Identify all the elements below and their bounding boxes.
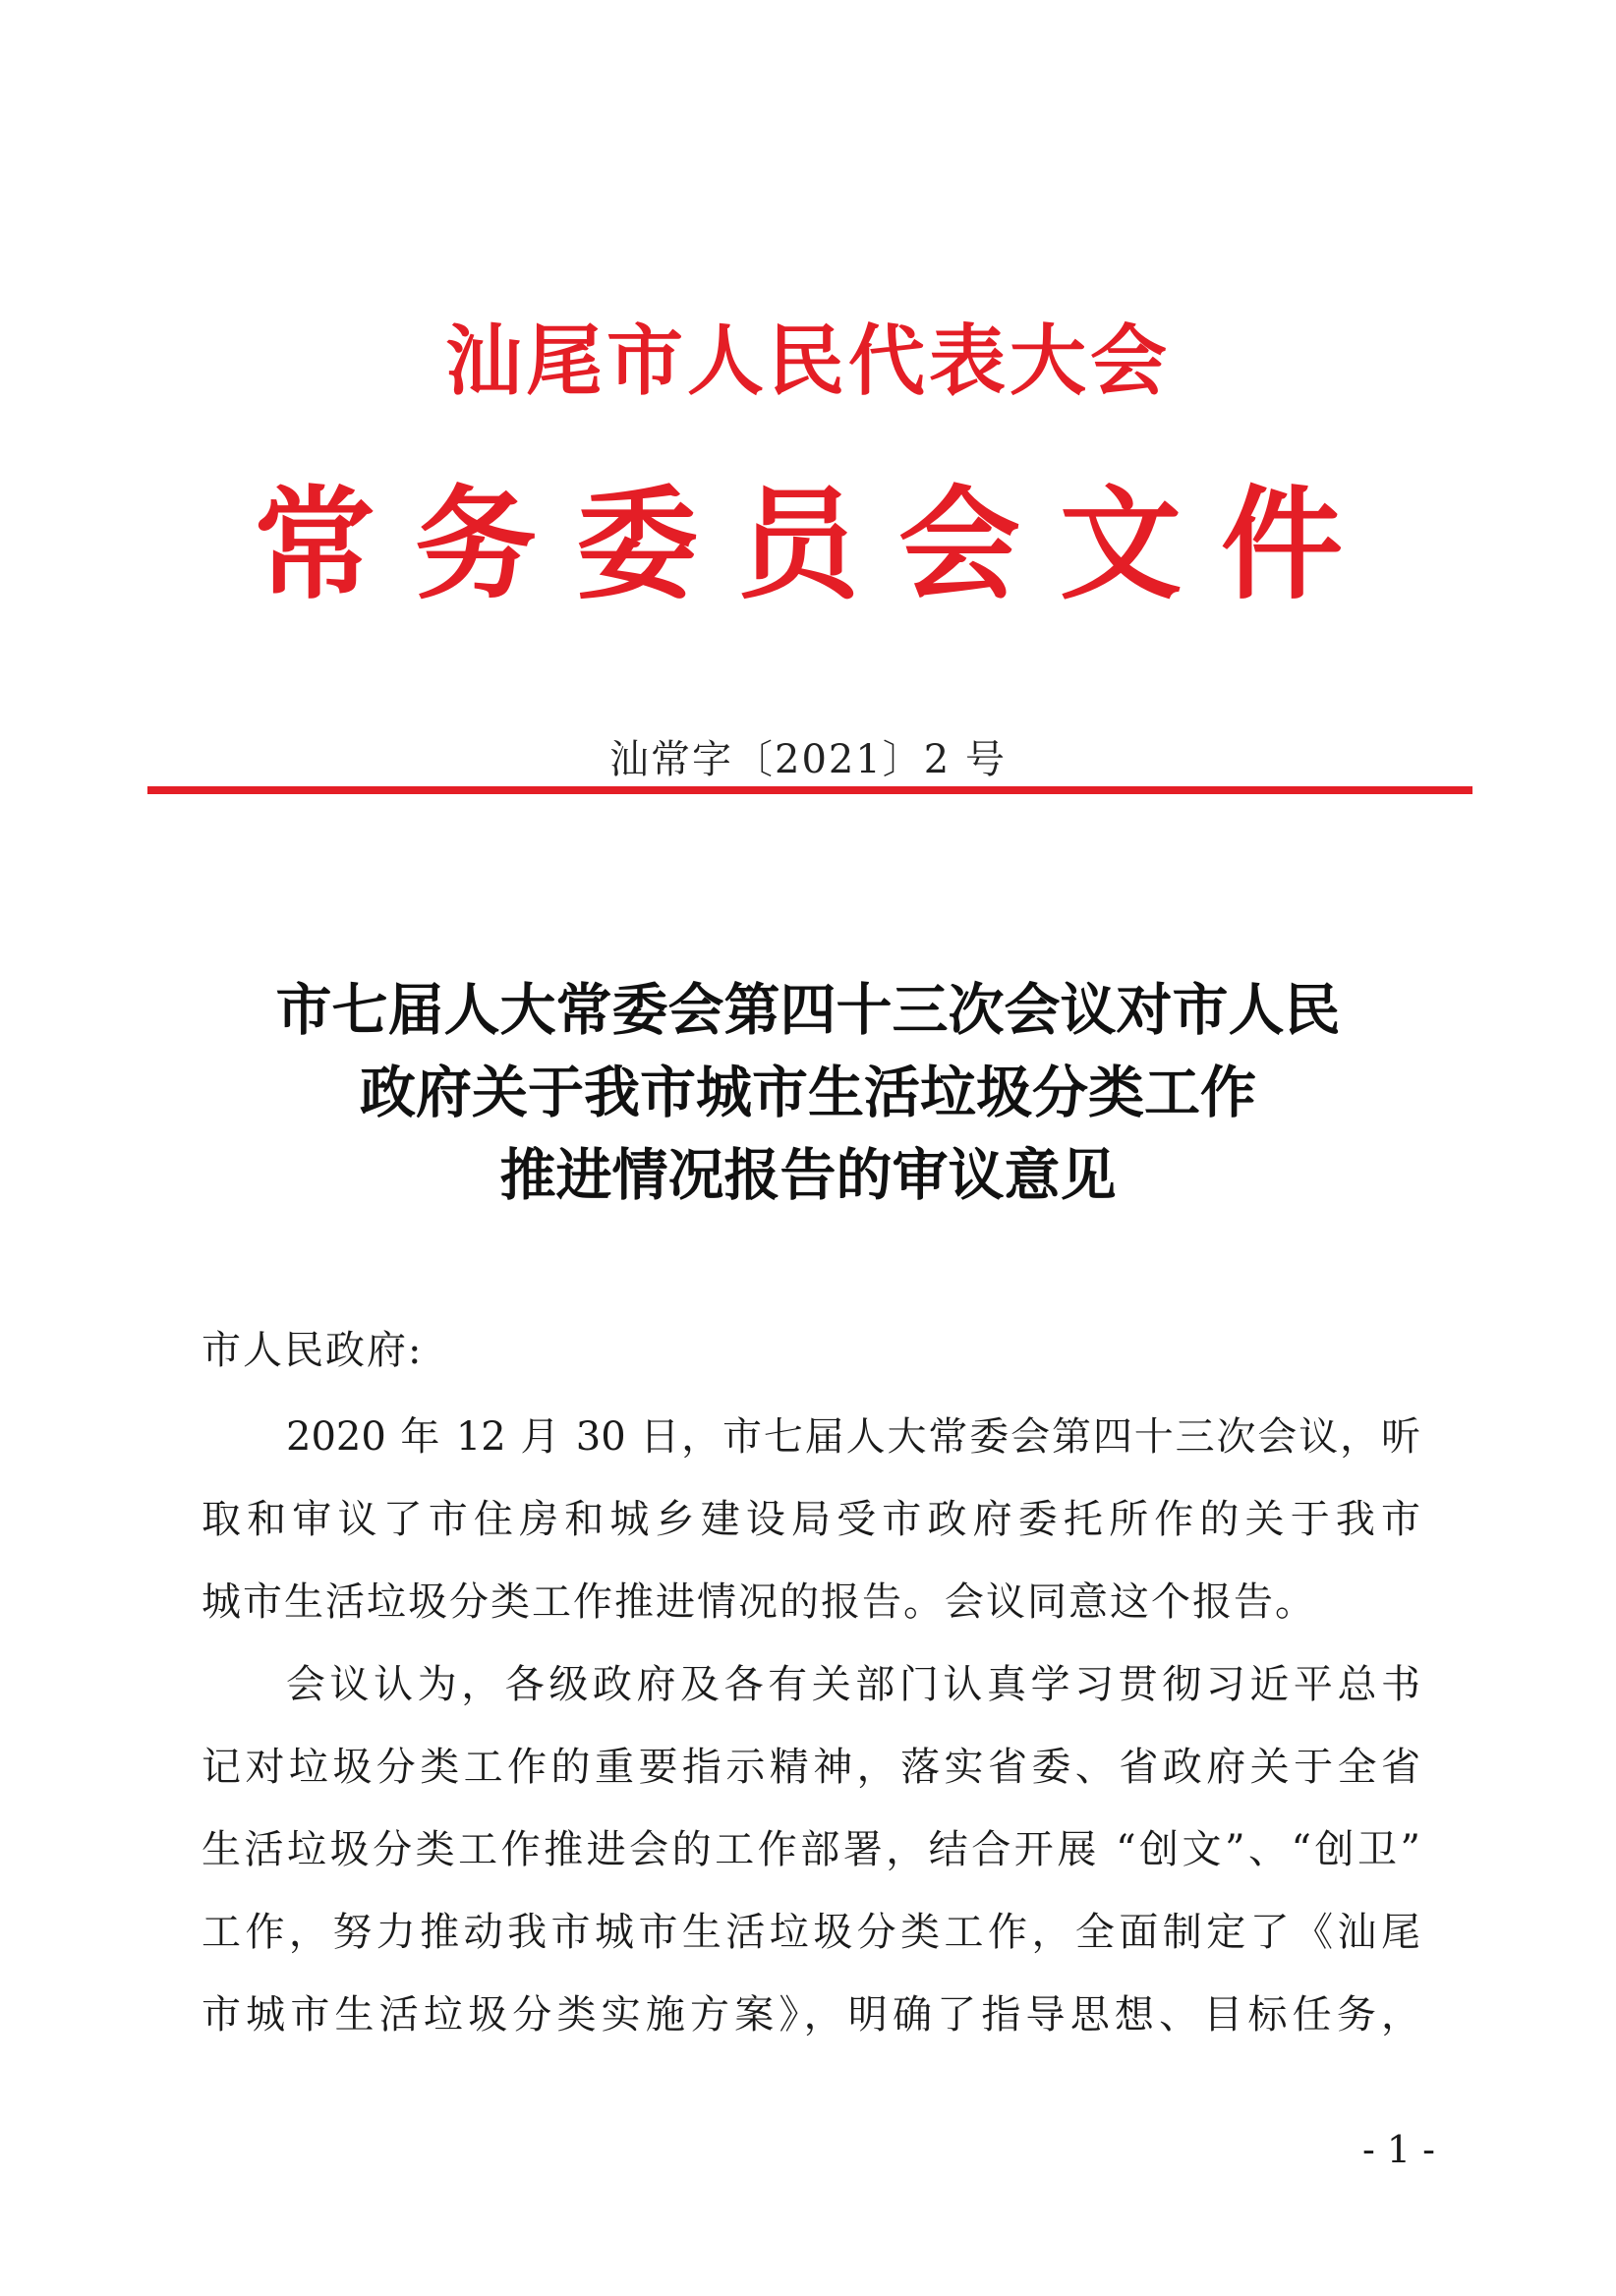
- issuer-document-type: 常务委员会文件: [253, 474, 1382, 616]
- paragraph-line: 市城市生活垃圾分类实施方案》，明确了指导思想、目标任务，: [202, 1992, 1420, 2038]
- paragraph-line: 城市生活垃圾分类工作推进情况的报告。会议同意这个报告。: [202, 1579, 1316, 1625]
- issuer-name: 汕尾市人民代表大会: [444, 316, 1171, 406]
- salutation: 市人民政府:: [202, 1328, 424, 1373]
- paragraph-line: 生活垃圾分类工作推进会的工作部署，结合开展 “创文”、“创卫”: [202, 1827, 1420, 1872]
- title-line: 政府关于我市城市生活垃圾分类工作: [360, 1060, 1256, 1125]
- paragraph-line: 2020 年 12 月 30 日，市七届人大常委会第四十三次会议，听: [286, 1414, 1420, 1460]
- paragraph-line: 记对垃圾分类工作的重要指示精神，落实省委、省政府关于全省: [202, 1745, 1420, 1790]
- title-line: 推进情况报告的审议意见: [499, 1142, 1117, 1208]
- document-number: 汕常字〔2021〕2 号: [609, 737, 1007, 782]
- page-number: - 1 -: [1361, 2128, 1435, 2171]
- red-separator-line: [147, 786, 1472, 794]
- paragraph-line: 会议认为，各级政府及各有关部门认真学习贯彻习近平总书: [286, 1662, 1420, 1707]
- paragraph-line: 取和审议了市住房和城乡建设局受市政府委托所作的关于我市: [202, 1497, 1420, 1542]
- document-title: [0, 969, 1616, 1217]
- paragraph-line: 工作，努力推动我市城市生活垃圾分类工作，全面制定了《汕尾: [202, 1910, 1420, 1955]
- document-body: [202, 1396, 1420, 2056]
- title-line: 市七届人大常委会第四十三次会议对市人民: [275, 977, 1341, 1043]
